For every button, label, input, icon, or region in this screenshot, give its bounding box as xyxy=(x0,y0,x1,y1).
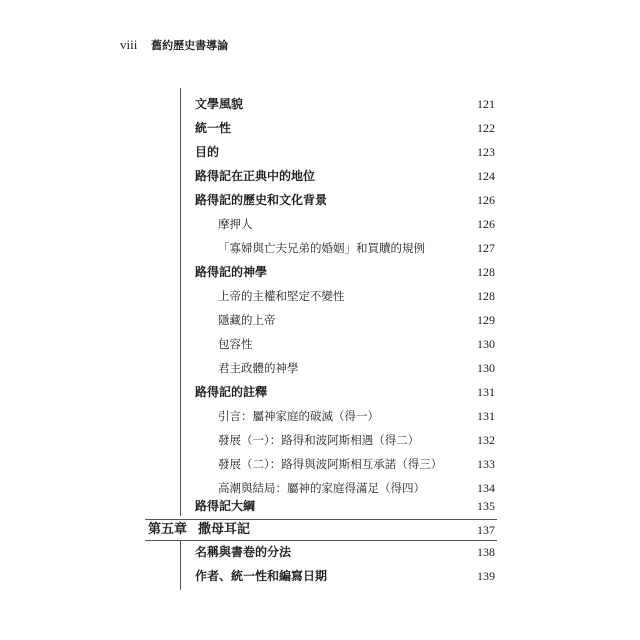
toc-entry-title: 路得記的歷史和文化背景 xyxy=(195,193,328,207)
toc-subentry xyxy=(218,430,495,450)
toc-entry-page: 134 xyxy=(477,481,495,495)
toc-entry-page: 129 xyxy=(477,313,495,327)
toc-entry xyxy=(195,566,495,586)
toc-entry xyxy=(195,94,495,114)
toc-entry-page: 123 xyxy=(477,145,495,159)
toc-entry-page: 126 xyxy=(477,193,495,207)
chapter-title: 撒母耳記 xyxy=(198,522,251,537)
toc-entry xyxy=(195,382,495,402)
section-rule xyxy=(180,540,181,590)
toc-entry-page: 130 xyxy=(477,337,495,351)
toc-entry-page: 130 xyxy=(477,361,495,375)
toc-entry xyxy=(195,118,495,138)
toc-entry-title: 引言：屬神家庭的破滅（得一） xyxy=(218,409,379,423)
toc-entry-title: 統一性 xyxy=(195,121,232,135)
book-title: 舊約歷史書導論 xyxy=(151,39,229,52)
toc-entry-page: 131 xyxy=(477,409,495,423)
toc-entry-title: 上帝的主權和堅定不變性 xyxy=(218,289,345,303)
toc-entry xyxy=(195,542,495,562)
toc-entry-page: 133 xyxy=(477,457,495,471)
toc-entry-page: 128 xyxy=(477,265,495,279)
toc-subentry xyxy=(218,238,495,258)
toc-entry-page: 122 xyxy=(477,121,495,135)
toc-entry-page: 139 xyxy=(477,569,495,583)
toc-entry-page: 124 xyxy=(477,169,495,183)
toc-subentry xyxy=(218,310,495,330)
toc-entry-title: 名稱與書卷的分法 xyxy=(195,545,292,559)
toc-entry-title: 目的 xyxy=(195,145,220,159)
toc-entry-page: 132 xyxy=(477,433,495,447)
chapter-number: 第五章 xyxy=(148,522,188,537)
toc-entry-title: 路得記在正典中的地位 xyxy=(195,169,316,183)
toc-entry-title: 君主政體的神學 xyxy=(218,361,299,375)
toc-entry-page: 131 xyxy=(477,385,495,399)
toc-entry-title: 文學風貌 xyxy=(195,97,244,111)
toc-entry-title: 發展（一）：路得和波阿斯相遇（得二） xyxy=(218,433,420,447)
toc-entry xyxy=(195,496,495,516)
chapter-page: 137 xyxy=(477,523,495,537)
toc-subentry xyxy=(218,214,495,234)
toc-subentry xyxy=(218,334,495,354)
toc-entry xyxy=(195,262,495,282)
toc-entry-title: 作者、統一性和編寫日期 xyxy=(195,569,328,583)
toc-entry-page: 138 xyxy=(477,545,495,559)
toc-entry-title: 「寡婦與亡夫兄弟的婚姻」和買贖的規例 xyxy=(218,241,425,255)
toc-entry-page: 121 xyxy=(477,97,495,111)
chapter-rule-bottom xyxy=(145,540,497,541)
toc-subentry xyxy=(218,454,495,474)
toc-entry-title: 路得記的神學 xyxy=(195,265,268,279)
toc-entry-title: 包容性 xyxy=(218,337,253,351)
toc-entry xyxy=(195,142,495,162)
toc-entry-title: 路得記的註釋 xyxy=(195,385,268,399)
toc-entry-title: 隱藏的上帝 xyxy=(218,313,276,327)
toc-entry xyxy=(195,190,495,210)
toc-entry-title: 摩押人 xyxy=(218,217,253,231)
toc-entry-page: 127 xyxy=(477,241,495,255)
toc-entry-page: 135 xyxy=(477,499,495,513)
toc-entry-title: 路得記大綱 xyxy=(195,499,256,513)
toc-subentry xyxy=(218,358,495,378)
toc-entry-title: 發展（二）：路得與波阿斯相互承諾（得三） xyxy=(218,457,443,471)
toc-subentry xyxy=(218,286,495,306)
toc-entry-title: 高潮與結局：屬神的家庭得滿足（得四） xyxy=(218,481,425,495)
toc-subentry xyxy=(218,478,495,498)
toc-entry xyxy=(195,166,495,186)
toc-subentry xyxy=(218,406,495,426)
toc-chapter xyxy=(148,520,495,540)
toc-entry-page: 128 xyxy=(477,289,495,303)
toc-entry-page: 126 xyxy=(477,217,495,231)
page-folio: viii xyxy=(120,37,138,52)
section-rule xyxy=(180,88,181,516)
